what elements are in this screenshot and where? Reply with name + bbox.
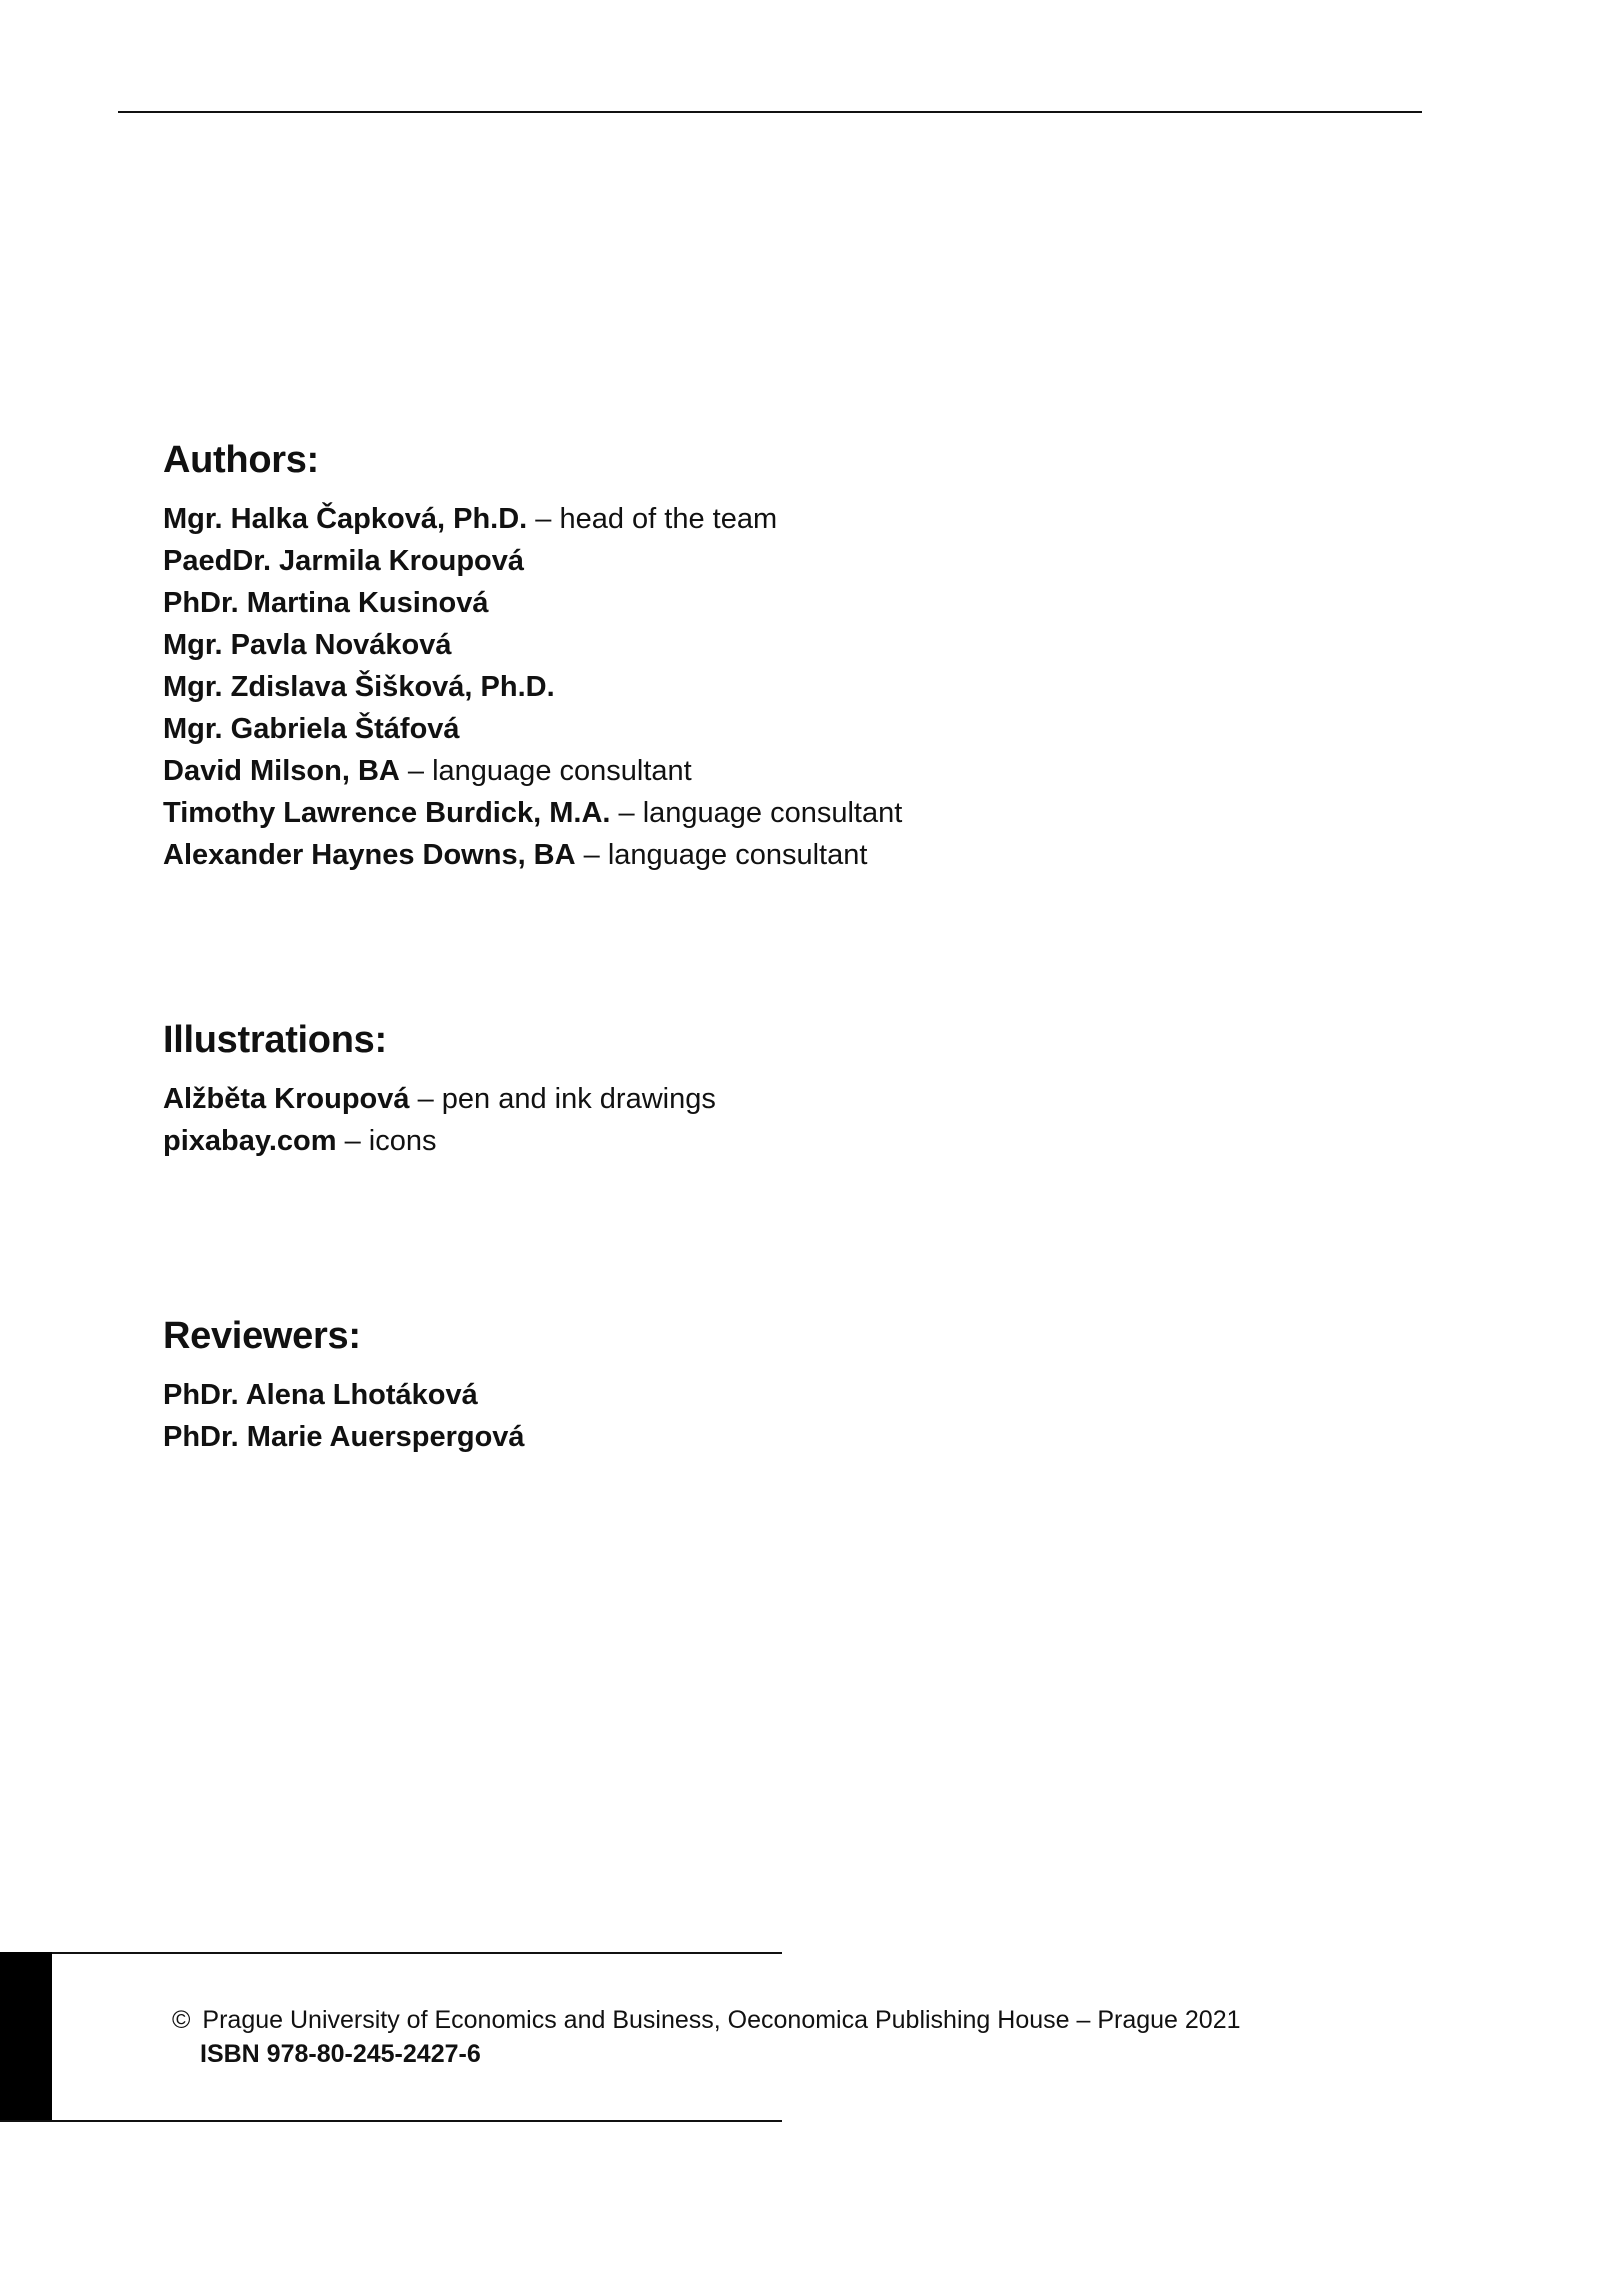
reviewer-name: PhDr. Marie Auerspergová <box>163 1421 525 1453</box>
author-role: – head of the team <box>527 503 778 535</box>
illustrator-name: pixabay.com <box>163 1125 337 1157</box>
reviewers-section <box>163 1312 525 1458</box>
author-name: Mgr. Zdislava Šišková, Ph.D. <box>163 671 555 703</box>
isbn: ISBN 978-80-245-2427-6 <box>200 2040 481 2068</box>
author-name: Timothy Lawrence Burdick, M.A. <box>163 797 611 829</box>
author-role: – language consultant <box>399 755 692 787</box>
copyright-icon: © <box>172 2006 191 2034</box>
imprint-block <box>0 1952 1241 2122</box>
author-entry <box>163 750 902 792</box>
imprint-bottom-divider <box>0 2120 782 2122</box>
author-name: Alexander Haynes Downs, BA <box>163 839 576 871</box>
reviewer-entry <box>163 1374 525 1416</box>
copyright-text: Prague University of Economics and Business, Oeconomica Publishing House – Prague 2021 <box>202 2006 1241 2034</box>
author-name: PaedDr. Jarmila Kroupová <box>163 545 525 577</box>
author-role: – language consultant <box>610 797 903 829</box>
top-divider <box>118 111 1422 113</box>
reviewer-name: PhDr. Alena Lhotáková <box>163 1379 478 1411</box>
reviewers-heading: Reviewers: <box>163 1315 361 1357</box>
illustrations-list <box>163 1078 716 1162</box>
author-entry <box>163 582 902 624</box>
illustrations-heading: Illustrations: <box>163 1019 387 1061</box>
author-name: David Milson, BA <box>163 755 400 787</box>
author-entry <box>163 624 902 666</box>
author-entry <box>163 708 902 750</box>
author-entry <box>163 834 902 876</box>
illustrator-name: Alžběta Kroupová <box>163 1083 410 1115</box>
reviewer-entry <box>163 1416 525 1458</box>
illustrator-role: – pen and ink drawings <box>409 1083 716 1115</box>
imprint-top-divider <box>0 1952 782 1954</box>
author-entry <box>163 792 902 834</box>
author-name: Mgr. Pavla Nováková <box>163 629 452 661</box>
authors-section <box>163 436 902 876</box>
illustrator-role: – icons <box>336 1125 437 1157</box>
copyright-line <box>172 2004 1241 2036</box>
author-name: Mgr. Gabriela Štáfová <box>163 713 460 745</box>
authors-heading: Authors: <box>163 439 319 481</box>
author-role: – language consultant <box>575 839 868 871</box>
author-entry <box>163 666 902 708</box>
illustrator-entry <box>163 1078 716 1120</box>
illustrator-entry <box>163 1120 716 1162</box>
author-name: Mgr. Halka Čapková, Ph.D. <box>163 503 528 535</box>
reviewers-list <box>163 1374 525 1458</box>
author-name: PhDr. Martina Kusinová <box>163 587 489 619</box>
authors-list <box>163 498 902 876</box>
author-entry <box>163 498 902 540</box>
author-entry <box>163 540 902 582</box>
imprint-black-tab <box>0 1952 52 2122</box>
illustrations-section <box>163 1016 716 1162</box>
